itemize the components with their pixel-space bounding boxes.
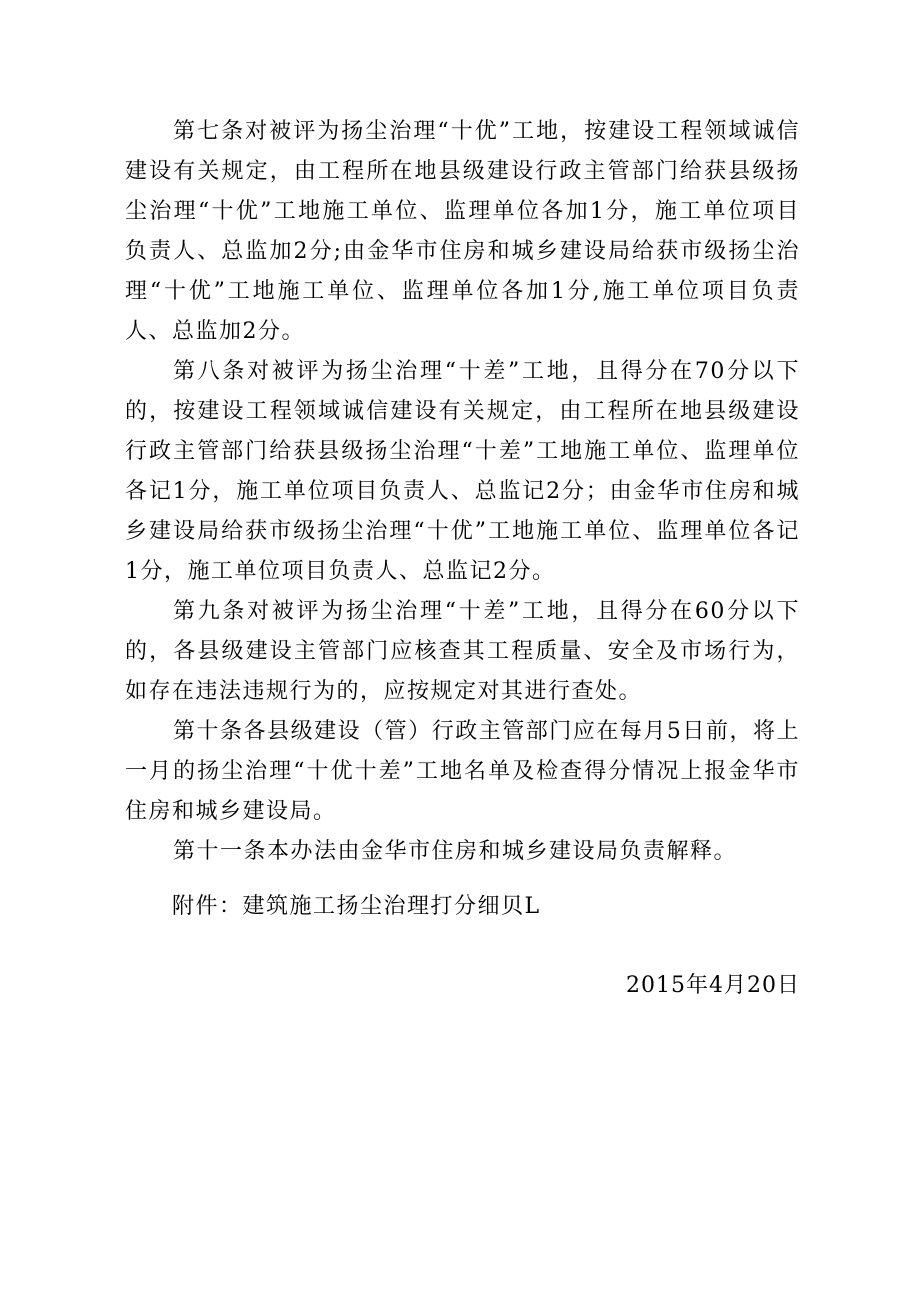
attachment-line: 附件：建筑施工扬尘治理打分细贝L (172, 894, 541, 919)
article-9: 第九条对被评为扬尘治理“十差”工地，且得分在60分以下的，各县级建设主管部门应核查其工程质量、安全及市场行为，如存在违法违规行为的，应按规定对其进行查处。 (125, 599, 800, 704)
article-8: 第八条对被评为扬尘治理“十差”工地，且得分在70分以下的，按建设工程领域诚信建设有关规定，由工程所在地县级建设行政主管部门给获县级扬尘治理“十差”工地施工单位、监理单位各记1分，施工单位项目负责人、总监记2分；由金华市住房和城乡建设局给获市级扬尘治理“十优”工地施工单位、监理单位各记1分，施工单位项目负责人、总监记2分。 (125, 359, 800, 584)
document-date: 2015年4月20日 (626, 973, 800, 998)
article-7: 第七条对被评为扬尘治理“十优”工地，按建设工程领域诚信建设有关规定，由工程所在地县级建设行政主管部门给获县级扬尘治理“十优”工地施工单位、监理单位各加1分，施工单位项目负责人、总监加2分;由金华市住房和城乡建设局给获市级扬尘治理“十优”工地施工单位、监理单位各加1分,施工单位项目负责人、总监加2分。 (125, 119, 800, 344)
article-11: 第十一条本办法由金华市住房和城乡建设局负责解释。 (173, 839, 738, 864)
article-10: 第十条各县级建设（管）行政主管部门应在每月5日前，将上一月的扬尘治理“十优十差”工地名单及检查得分情况上报金华市住房和城乡建设局。 (125, 719, 800, 824)
document-body (125, 112, 800, 872)
